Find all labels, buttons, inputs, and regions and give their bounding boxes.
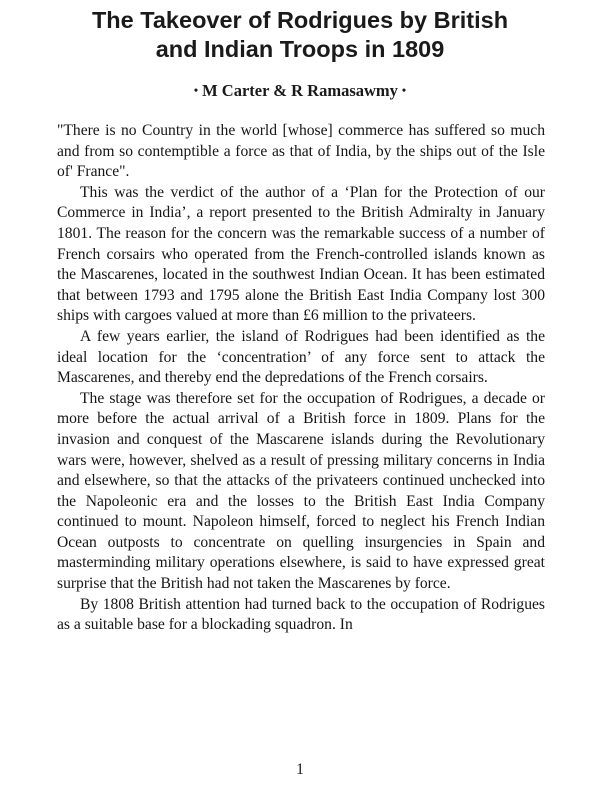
author-byline <box>0 80 600 101</box>
bullet-left-icon: • <box>193 83 199 97</box>
paragraph-1808: By 1808 British attention had turned back to the occupation of Rodrigues as a suitable base for a blockading squadron. In <box>57 595 545 634</box>
article-body <box>57 121 545 636</box>
page-number: 1 <box>296 761 304 778</box>
author-names: M Carter & R Ramasawmy <box>202 81 398 100</box>
paragraph-verdict: This was the verdict of the author of a ‘Plan for the Protection of our Commerce in India’, a report presented to the British Admiralty in January 1801. The reason for the concern was the remarkable success of a number of French corsairs who operated from the French-controlled islands known as the Mascarenes, located in the southwest Indian Ocean. It has been estimated that between 1793 and 1795 alone the British East India Company lost 300 ships with cargoes valued at more than £6 million to the privateers. <box>57 183 545 325</box>
page-title-line-1: The Takeover of Rodrigues by British <box>91 7 509 33</box>
paragraph-quote: "There is no Country in the world [whose] commerce has suffered so much and from so contemptible a force as that of India, by the ships out of the Isle of' France". <box>57 122 545 181</box>
page-title-line-2: and Indian Troops in 1809 <box>155 36 445 62</box>
bullet-right-icon: • <box>401 83 407 97</box>
page-title <box>20 6 580 64</box>
paragraph-occupation-plans: The stage was therefore set for the occupation of Rodrigues, a decade or more before the actual arrival of a British force in 1809. Plans for the invasion and conquest of the Mascarene islands during the Revolutionary wars were, however, shelved as a result of pressing military concerns in India and elsewhere, so that the attacks of the privateers continued unchecked into the Napoleonic era and the losses to the British East India Company continued to mount. Napoleon himself, forced to neglect his French Indian Ocean outposts to concentrate on quelling insurgencies in Spain and masterminding military operations elsewhere, is said to have expressed great surprise that the British had not taken the Mascarenes by force. <box>57 389 545 593</box>
paragraph-rodrigues-location: A few years earlier, the island of Rodrigues had been identified as the ideal location for the ‘concentration’ of any force sent to attack the Mascarenes, and thereby end the depredations of the French corsairs. <box>57 327 545 387</box>
